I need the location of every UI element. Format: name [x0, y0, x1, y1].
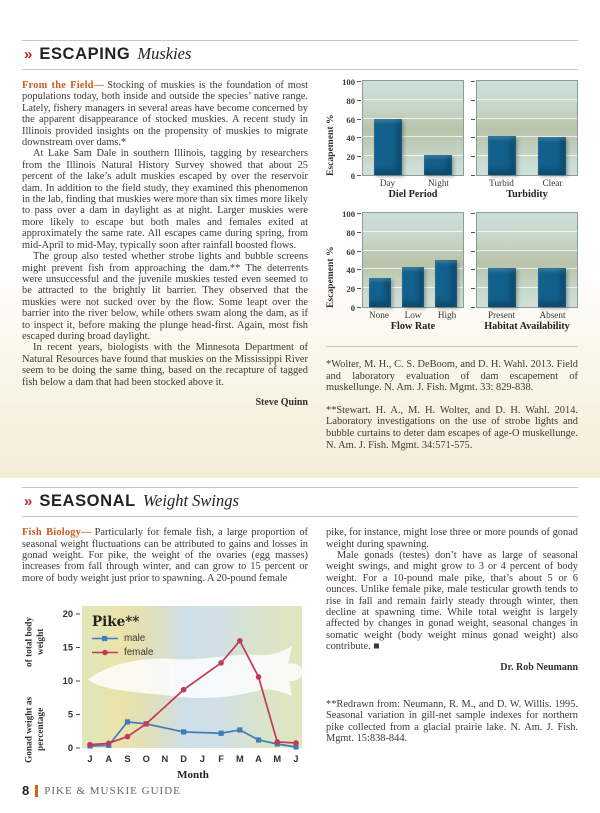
female-marker [256, 674, 262, 680]
month-label: M [235, 754, 244, 765]
x-axis-title: Flow Rate [390, 321, 436, 332]
x-axis-title: Month [177, 769, 209, 782]
category-label: High [437, 310, 457, 320]
month-label: D [180, 754, 187, 765]
legend-item-male [92, 633, 153, 644]
month-label: J [199, 754, 205, 765]
pike-gonad-chart [22, 606, 308, 791]
bar-high [435, 260, 457, 307]
chevron-icon: » [24, 46, 33, 63]
month-label: F [218, 754, 224, 765]
article1-text-column [22, 80, 308, 462]
x-axis-title: Turbidity [506, 189, 548, 200]
y-axis-title-line: Gonad weight as percentage [24, 696, 46, 763]
female-legend-sample [92, 648, 118, 657]
article2-right-column [326, 527, 578, 791]
category-label: Turbid [489, 178, 514, 188]
month-label: S [124, 754, 131, 765]
bar-absent [538, 268, 566, 307]
escapement-charts-grid [325, 77, 578, 332]
y-tick-label: 5 [67, 709, 73, 720]
page-footer [22, 783, 181, 798]
category-labels [476, 310, 578, 320]
y-axis [325, 209, 362, 313]
category-label: Day [379, 178, 396, 188]
gridline [477, 118, 577, 119]
month-label: J [293, 754, 299, 765]
female-marker [106, 741, 112, 747]
bar-clear [538, 137, 566, 175]
y-tick [471, 232, 475, 233]
paragraph: Male gonads (testes) don’t have as large of seasonal weight swings, and might grow to 3 or 4 percent of body weight. For a 10-pound male pike, that’s about 5 or 6 ounces. Unlike female pike, male testicular growth tends to rise in fall and remain fairly steady through winter, then decline at spawning time. While total weight is largely affected by changes in gonad weight, seasonal changes in somatic weight (body weight minus gonad weight) also contribute. ■ [326, 549, 578, 653]
paragraph: pike, for instance, might lose three or more pounds of gonad weight during spawning. [326, 527, 578, 550]
female-marker [87, 742, 93, 748]
category-labels [476, 178, 578, 188]
article1-footnotes [326, 346, 578, 451]
female-marker [143, 721, 149, 727]
y-tick-label: 20 [346, 152, 355, 163]
footer-divider [35, 785, 38, 797]
category-labels [362, 178, 464, 188]
month-label: N [161, 754, 169, 765]
male-legend-sample [92, 634, 118, 643]
article1-byline: Steve Quinn [255, 396, 308, 408]
gridline [363, 99, 463, 100]
month-label: A [255, 754, 262, 765]
bar-chart-flow-rate [325, 209, 466, 332]
y-axis [325, 77, 362, 181]
y-axis [468, 212, 476, 308]
female-marker [274, 739, 280, 745]
y-tick [357, 100, 361, 101]
bar-none [369, 278, 391, 307]
y-tick [357, 251, 361, 252]
bar-turbid [488, 136, 516, 175]
male-marker [181, 730, 186, 735]
bar-plot [476, 80, 578, 176]
article1-title: ESCAPING [39, 45, 131, 63]
paragraph: From the Field— Stocking of muskies is the foundation of most populations today, both inside and outside the species’ native range. Lately, fishery managers in several areas have become concerned by the apparent disappearance of stocked muskies. A recent study in Illinois provided insights on the propensity of muskies to migrate downstream over dams.* [22, 80, 308, 149]
y-tick [471, 137, 475, 138]
y-tick [357, 119, 361, 120]
bar-chart-diel-period [325, 77, 466, 200]
article2-byline: Dr. Rob Neumann [500, 661, 578, 673]
female-marker [181, 687, 187, 693]
female-marker [237, 638, 243, 644]
y-tick-label: 10 [62, 676, 73, 687]
y-tick [471, 269, 475, 270]
x-axis-title: Habitat Availability [484, 321, 570, 332]
x-axis-title: Diel Period [388, 189, 438, 200]
y-tick [471, 251, 475, 252]
y-tick [471, 119, 475, 120]
male-marker [256, 738, 261, 743]
y-tick [357, 307, 361, 308]
y-tick-label: 0 [350, 303, 355, 313]
bar-plot [362, 80, 464, 176]
gridline [477, 250, 577, 251]
pike-y-axis-title [22, 606, 50, 781]
y-tick [471, 307, 475, 308]
legend-label: female [124, 647, 154, 659]
paragraph: The group also tested whether strobe lights and bubble screens might prevent fish from approaching the dam.** The deterrents were unsuccessful and the juvenile muskies tested even seemed to be attracted to the brightly lit barrier. They observed that the muskies were not sucked over by the flow. Some leapt over the barrier into the river below, while others swam along the dam, as if to inspect it, before making the plunge head-first. Again, most fish escaped during broad daylight. [22, 251, 308, 342]
month-label: J [87, 754, 93, 765]
paragraph: In recent years, biologists with the Minnesota Department of Natural Resources have found that muskies on the Mississippi River seem to be doing the same thing, based on the recapture of tagged fish below a dam that had been stocked above it. [22, 342, 308, 388]
y-tick [471, 175, 475, 176]
male-marker [125, 719, 130, 724]
y-tick-label: 20 [346, 284, 355, 295]
y-tick [357, 232, 361, 233]
y-tick-label: 80 [346, 227, 355, 238]
male-marker [218, 731, 223, 736]
y-tick [357, 175, 361, 176]
female-marker [125, 734, 131, 740]
article1-figure-column [325, 77, 578, 462]
footnote: **Stewart. H. A., M. H. Wolter, and D. H. Wahl. 2014. Laboratory investigations on the use of strobe lights and bubble curtains to deter dam escapes of age-O muskellunge. N. Am. J. Fish. Mgmt. 34:571-575. [326, 404, 578, 451]
y-tick-label: 60 [346, 246, 355, 257]
legend-item-female [92, 647, 153, 658]
y-tick [357, 288, 361, 289]
article2-title: SEASONAL [39, 492, 136, 511]
female-marker [218, 660, 224, 666]
y-tick [471, 288, 475, 289]
publication-name: PIKE & MUSKIE GUIDE [44, 784, 181, 797]
y-tick-label: 15 [62, 642, 73, 653]
y-tick [357, 269, 361, 270]
article2-lead-in: Fish Biology— [22, 527, 92, 539]
y-axis-title: Escapement % [325, 246, 336, 308]
y-tick [471, 81, 475, 82]
pike-chart-title: Pike** [92, 614, 140, 631]
article2-headline [22, 487, 578, 517]
footnote: **Redrawn from: Neumann, R. M., and D. W. Willis. 1995. Seasonal variation in gill-net sample indexes for northern pike collected from a glacial prairie lake. N. Am. J. Fish. Mgmt. 15:838-844. [326, 698, 578, 745]
category-labels [362, 310, 464, 320]
y-tick-label: 40 [346, 265, 355, 276]
bar-day [374, 119, 402, 175]
bar-chart-turbidity [468, 80, 578, 200]
pike-legend [92, 633, 153, 658]
article1-lead-in: From the Field— [22, 80, 105, 91]
y-axis-title: Escapement % [325, 114, 336, 176]
pike-plot [50, 606, 308, 791]
article2-subtitle: Weight Swings [142, 491, 239, 511]
gridline [363, 250, 463, 251]
article-seasonal-weight-swings [0, 478, 600, 791]
y-axis-title-line: of total body weight [24, 617, 46, 668]
y-tick-label: 0 [67, 743, 73, 754]
bar-low [402, 267, 424, 307]
y-tick-label: 60 [346, 114, 355, 125]
bar-chart-habitat-availability [468, 212, 578, 332]
y-axis [468, 80, 476, 176]
chevron-icon: » [24, 493, 33, 511]
bar-night [424, 155, 452, 175]
paragraph: At Lake Sam Dale in southern Illinois, tagging by researchers from the Illinois Natural History Survey showed that about 25 percent of the lake’s adult muskies escaped by over the reservoir dam. In addition to the field study, they examined this phenomenon in the lab, finding that muskies were more than six times more likely to pass over a dam in daylight as at night. Larger muskies were more likely to escape but both males and females exited at approximately the same rate. All escapes came during spring, from mid-April to mid-May, typically soon after rainfall boosted flows. [22, 148, 308, 251]
category-label: Present [487, 310, 516, 320]
category-label: None [369, 310, 389, 320]
article1-subtitle: Muskies [137, 44, 192, 63]
footnote: *Wolter, M. H., C. S. DeBoom, and D. H. Wahl. 2013. Field and laboratory evaluation of dam escapement of muskellunge. N. Am. J. Fish. Mgmt. 33: 829-838. [326, 359, 578, 394]
y-tick-label: 20 [62, 609, 73, 620]
gridline [363, 231, 463, 232]
gridline [477, 231, 577, 232]
y-tick [357, 213, 361, 214]
y-tick [357, 81, 361, 82]
paragraph: Fish Biology— Particularly for female fish, a large proportion of seasonal weight fluctuations can be attributed to gains and losses in gonad weight. For pike, the weight of the ovaries (egg masses) increases from fall through winter, and can grow to 15 percent or more of body weight just prior to spawning. A 20-pound female [22, 527, 308, 584]
category-label: Absent [539, 310, 566, 320]
y-tick [471, 156, 475, 157]
y-tick-label: 80 [346, 95, 355, 106]
article1-headline [22, 40, 578, 70]
female-marker [293, 740, 299, 746]
legend-label: male [124, 633, 146, 645]
bar-plot [476, 212, 578, 308]
y-tick-label: 100 [342, 209, 355, 219]
y-tick [471, 213, 475, 214]
y-tick [471, 100, 475, 101]
y-tick-label: 40 [346, 133, 355, 144]
month-label: A [105, 754, 113, 765]
category-label: Low [404, 310, 422, 320]
bar-present [488, 268, 516, 307]
y-tick-label: 0 [350, 171, 355, 181]
page-number: 8 [22, 783, 30, 798]
y-tick [357, 137, 361, 138]
article2-left-column [22, 527, 308, 791]
y-tick [357, 156, 361, 157]
pike-chart-svg [50, 606, 308, 786]
y-tick-label: 100 [342, 77, 355, 87]
bar-plot [362, 212, 464, 308]
month-label: O [142, 754, 150, 765]
category-label: Clear [542, 178, 563, 188]
month-label: M [273, 754, 282, 765]
category-label: Night [428, 178, 449, 188]
gridline [477, 99, 577, 100]
male-marker [237, 727, 242, 732]
